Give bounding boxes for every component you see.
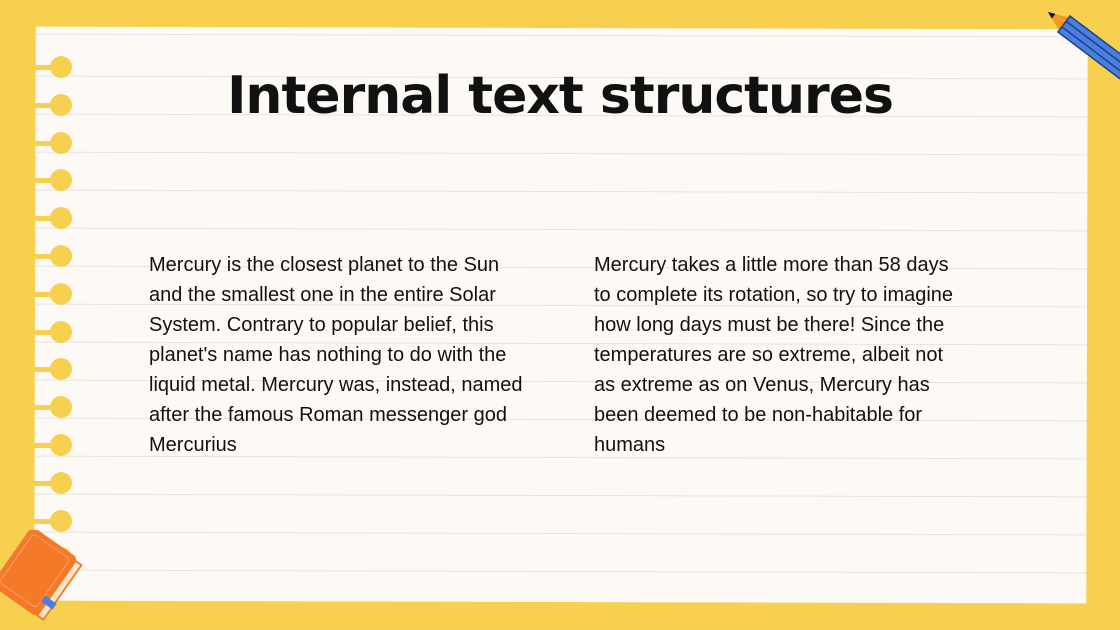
binding-ring: [30, 132, 72, 154]
binding-ring: [30, 169, 72, 191]
binding-ring: [30, 472, 72, 494]
binding-ring: [30, 207, 72, 229]
book-icon: [0, 530, 100, 630]
binding-ring: [30, 510, 72, 532]
pencil-icon: [1040, 0, 1120, 90]
binding-ring: [30, 434, 72, 456]
binding-ring: [30, 245, 72, 267]
slide-title: Internal text structures: [227, 66, 893, 126]
left-text-column: Mercury is the closest planet to the Sun and the smallest one in the entire Solar System. Contrary to popular belief, this planet's name has nothing to do with the liquid metal. Mercury was, instead, named after the famous Roman messenger god Mercurius: [149, 254, 523, 456]
binding-ring: [30, 283, 72, 305]
right-text-column: Mercury takes a little more than 58 days to complete its rotation, so try to imagine how long days must be there! Since the temperatures are so extreme, albeit not as extreme as on Venus, Mercury has been deemed to be non-habitable for humans: [594, 254, 954, 456]
binding-ring: [30, 396, 72, 418]
binding-ring: [30, 358, 72, 380]
binding-ring: [30, 321, 72, 343]
